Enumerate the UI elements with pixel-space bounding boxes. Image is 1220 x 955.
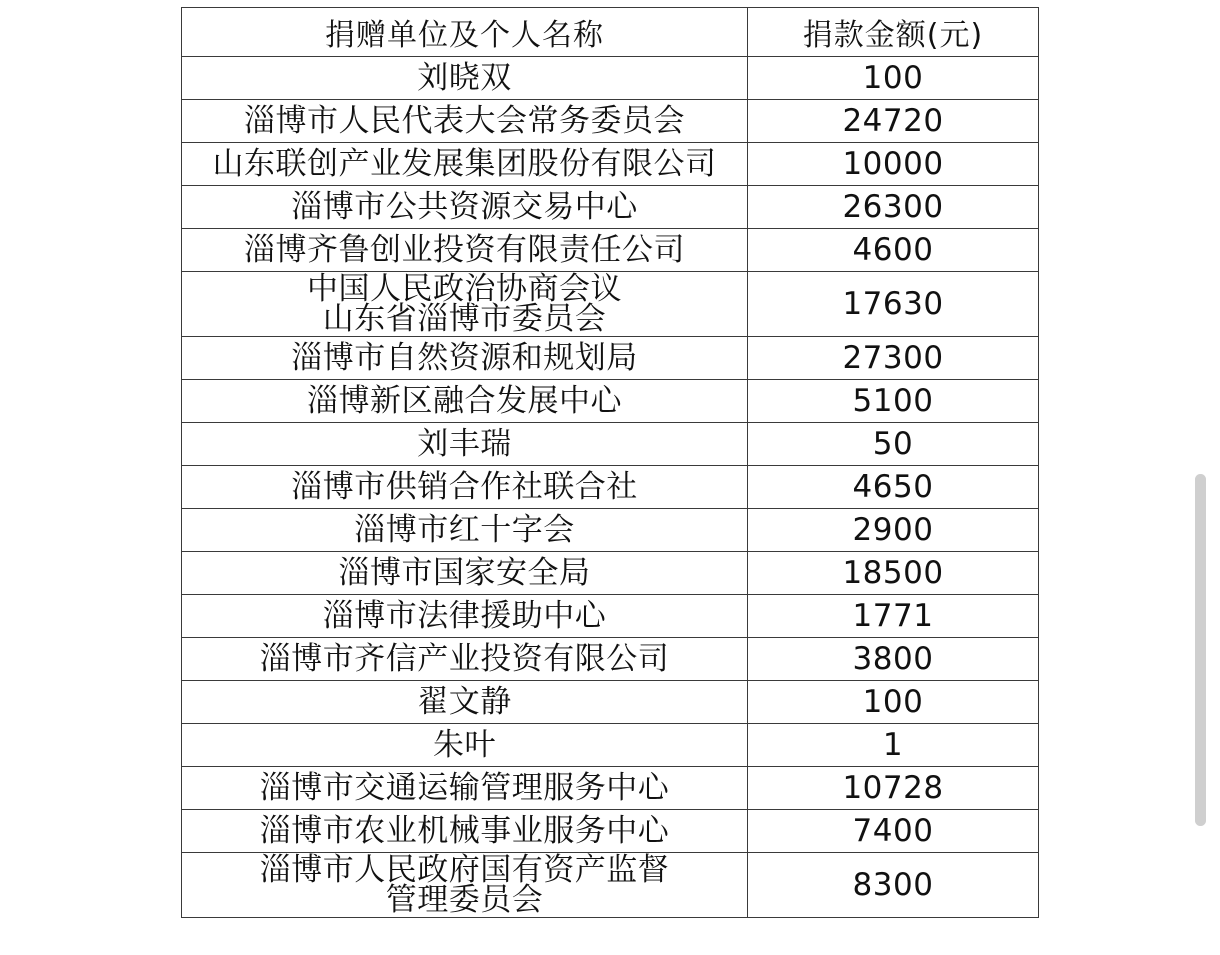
donation-amount-cell: 10728 <box>748 767 1039 810</box>
donation-amount-cell: 5100 <box>748 380 1039 423</box>
table-row <box>182 767 1039 810</box>
donation-amount-cell: 3800 <box>748 638 1039 681</box>
table-body <box>182 57 1039 918</box>
donor-name-cell: 山东联创产业发展集团股份有限公司 <box>182 143 748 186</box>
vertical-scrollbar[interactable] <box>1195 474 1206 826</box>
scrollbar-thumb[interactable] <box>1195 474 1206 826</box>
donation-amount-cell: 7400 <box>748 810 1039 853</box>
table-row <box>182 681 1039 724</box>
donation-amount-cell: 1 <box>748 724 1039 767</box>
donation-table-container <box>181 7 1038 918</box>
donor-name-cell: 淄博市法律援助中心 <box>182 595 748 638</box>
header-donation-amount: 捐款金额(元) <box>748 8 1039 57</box>
table-row <box>182 810 1039 853</box>
table-row <box>182 57 1039 100</box>
table-row <box>182 100 1039 143</box>
table-row <box>182 143 1039 186</box>
table-row <box>182 186 1039 229</box>
donation-amount-cell: 26300 <box>748 186 1039 229</box>
table-row <box>182 552 1039 595</box>
donor-name-cell: 刘丰瑞 <box>182 423 748 466</box>
donation-amount-cell: 2900 <box>748 509 1039 552</box>
donor-name-cell: 淄博市人民政府国有资产监督 管理委员会 <box>182 853 748 918</box>
donor-name-cell: 淄博市供销合作社联合社 <box>182 466 748 509</box>
table-row <box>182 853 1039 918</box>
donation-amount-cell: 17630 <box>748 272 1039 337</box>
donation-amount-cell: 10000 <box>748 143 1039 186</box>
donor-name-cell: 朱叶 <box>182 724 748 767</box>
table-row <box>182 272 1039 337</box>
table-row <box>182 423 1039 466</box>
donor-name-cell: 翟文静 <box>182 681 748 724</box>
donation-amount-cell: 8300 <box>748 853 1039 918</box>
donor-name-cell: 淄博新区融合发展中心 <box>182 380 748 423</box>
donation-amount-cell: 27300 <box>748 337 1039 380</box>
header-donor-name: 捐赠单位及个人名称 <box>182 8 748 57</box>
donation-amount-cell: 100 <box>748 681 1039 724</box>
table-row <box>182 509 1039 552</box>
donor-name-cell: 淄博市农业机械事业服务中心 <box>182 810 748 853</box>
table-row <box>182 466 1039 509</box>
table-row <box>182 638 1039 681</box>
donor-name-cell: 淄博市齐信产业投资有限公司 <box>182 638 748 681</box>
donation-amount-cell: 4650 <box>748 466 1039 509</box>
table-row <box>182 724 1039 767</box>
donor-name-cell: 淄博市国家安全局 <box>182 552 748 595</box>
donor-name-cell: 淄博市自然资源和规划局 <box>182 337 748 380</box>
donor-name-cell: 淄博齐鲁创业投资有限责任公司 <box>182 229 748 272</box>
table-row <box>182 229 1039 272</box>
table-row <box>182 380 1039 423</box>
table-row <box>182 337 1039 380</box>
donor-name-cell: 刘晓双 <box>182 57 748 100</box>
donation-amount-cell: 4600 <box>748 229 1039 272</box>
donation-amount-cell: 18500 <box>748 552 1039 595</box>
donor-name-cell: 淄博市公共资源交易中心 <box>182 186 748 229</box>
donation-amount-cell: 100 <box>748 57 1039 100</box>
donation-table <box>181 7 1039 918</box>
table-header-row <box>182 8 1039 57</box>
donor-name-cell: 淄博市红十字会 <box>182 509 748 552</box>
donation-amount-cell: 1771 <box>748 595 1039 638</box>
table-row <box>182 595 1039 638</box>
donor-name-cell: 中国人民政治协商会议 山东省淄博市委员会 <box>182 272 748 337</box>
donation-amount-cell: 24720 <box>748 100 1039 143</box>
donation-amount-cell: 50 <box>748 423 1039 466</box>
donor-name-cell: 淄博市人民代表大会常务委员会 <box>182 100 748 143</box>
donor-name-cell: 淄博市交通运输管理服务中心 <box>182 767 748 810</box>
